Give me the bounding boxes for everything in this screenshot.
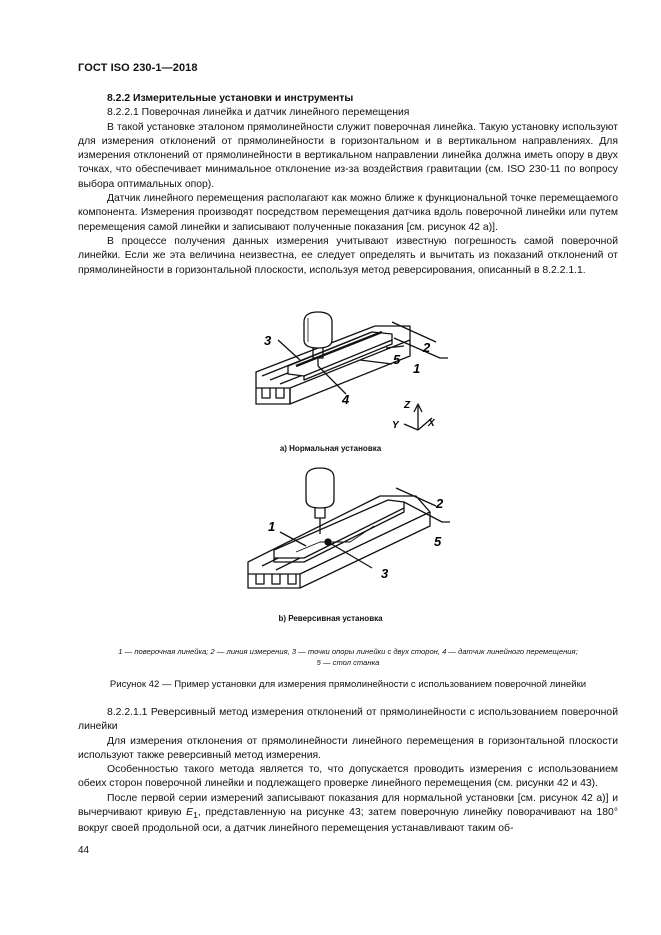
figure-42b [0,462,661,612]
document-header: ГОСТ ISO 230-1—2018 [78,62,198,74]
section-8-2-2 [78,92,618,278]
paragraph: В такой установке эталоном прямолинейности служит поверочная линейка. Такую установку используют для измерения отклонений от прямолинейности в горизонтальном и в вертикальном направлениях. Для измерения отклонений от прямолинейности в вертикальном направлении линейка должна иметь опору в двух точках, что обеспечивает минимальное отклонение из-за воздействия гравитации (см. ISO 230-11 по вопросу выбора оптимальных опор). [78,121,618,190]
figure-legend [78,646,618,668]
paragraph: Датчик линейного перемещения располагают как можно ближе к функциональной точке перемещаемого компонента. Измерения производят посредством перемещения датчика вдоль поверочной линейки или путем перемещения самой линейки и записывают полученные показания [см. рисунок 42 а)]. [78,193,618,233]
label-1: 1 [413,361,421,376]
label-4: 4 [342,392,350,407]
figure-title: Рисунок 42 — Пример установки для измерения прямолинейности с использованием поверочной линейки [109,679,587,690]
paragraph: Особенностью такого метода является то, что допускается проводить измерения с использованием обеих сторон поверочной линейки и подлежащего проверке линейного перемещения (см. рисунки 42 и 43). [78,764,618,790]
section-8-2-2-1-1 [78,706,618,837]
figure-42a [0,300,661,460]
text-run: , представленную на рисунке 43; затем поверочную линейку поворачивают на 180° вокруг своей продольной оси, а датчик линейного перемещения устанавливают таким об- [78,807,618,835]
label-1: 1 [268,519,276,534]
subscript: 1 [193,810,198,821]
caption-b: b) Реверсивная установка [278,614,383,623]
label-2: 2 [436,496,444,511]
axis-z: Z [404,400,411,411]
paragraph: Для измерения отклонения от прямолинейности линейного перемещения в горизонтальной плоскости используют также реверсивный метод измерения. [78,735,618,761]
section-heading: 8.2.2 Измерительные установки и инструменты [107,93,354,104]
label-5: 5 [434,534,442,549]
text-run: После первой серии измерений записывают показания для нормальной установки [см. рисунок 42 а)] и вычерчивают кривую [78,792,618,819]
label-3: 3 [381,566,389,581]
figure-42b-drawing [0,462,661,612]
label-3: 3 [264,333,272,348]
paragraph: В процессе получения данных измерения учитывают известную погрешность самой поверочной линейки. Если же эта величина неизвестна, ее следует определять и вычитать из показаний отклонений от прямолинейности в горизонтальной плоскости, используя метод реверсирования, описанный в 8.2.2.1.1. [78,235,618,276]
subsection-heading: 8.2.2.1 Поверочная линейка и датчик линейного перемещения [107,107,410,119]
label-2: 2 [423,340,431,355]
subsection-heading: 8.2.2.1.1 Реверсивный метод измерения отклонений от прямолинейности с использованием поверочной линейки [78,707,618,733]
paragraph [78,792,618,837]
figure-42a-drawing [0,300,661,460]
variable-e: E [186,807,194,819]
axis-y: Y [392,420,399,431]
legend-line: 1 — поверочная линейка; 2 — линия измерения, 3 — точки опоры линейки с двух сторон, 4 — датчик линейного перемещения; [118,647,578,656]
caption-a: а) Нормальная установка [279,444,382,453]
label-5: 5 [393,352,401,367]
legend-line: 5 — стол станка [316,658,380,667]
axis-x: X [428,418,435,429]
page-number: 44 [78,845,90,856]
